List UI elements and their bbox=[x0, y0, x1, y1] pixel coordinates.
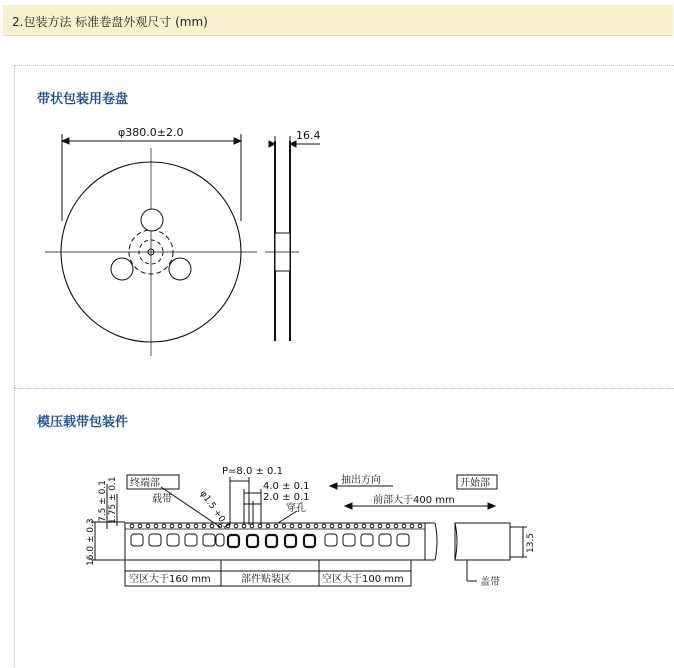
dim-13-5-label: 13.5 bbox=[526, 532, 536, 553]
reel-hole-right bbox=[169, 258, 191, 280]
arrow-right bbox=[234, 138, 241, 144]
pockets-components bbox=[228, 535, 315, 547]
dim-16-label: 16.0 ± 0.3 bbox=[86, 518, 96, 566]
width-label: 16.4 bbox=[296, 129, 321, 142]
diameter-label: φ380.0±2.0 bbox=[118, 126, 184, 139]
dim-1-75-label: 1.75 ± 0.1 bbox=[108, 476, 118, 524]
hole-dia-label: φ1.5 +0.1 bbox=[197, 488, 232, 532]
cover-tape-label: 盖带 bbox=[480, 577, 500, 588]
pockets-empty-left bbox=[131, 534, 224, 546]
end-part-label: 终端部 bbox=[130, 478, 160, 489]
empty-100-label: 空区大于100 mm bbox=[322, 574, 404, 585]
feed-direction-label: 抽出方向 bbox=[341, 475, 381, 486]
empty-160-label: 空区大于160 mm bbox=[129, 574, 211, 585]
reel-hole-top bbox=[141, 209, 163, 231]
pockets-empty-right bbox=[325, 534, 409, 546]
sprocket-holes bbox=[130, 524, 422, 528]
component-zone-label: 部件贴装区 bbox=[241, 574, 291, 585]
tape-title: 模压载带包装件 bbox=[37, 415, 129, 430]
leader-tape bbox=[455, 523, 510, 560]
reel-panel bbox=[14, 65, 674, 388]
arrow-left bbox=[62, 138, 69, 144]
reel-title: 带状包装用卷盘 bbox=[37, 92, 129, 107]
reel-drawing bbox=[15, 66, 674, 389]
dim-2-label: 2.0 ± 0.1 bbox=[263, 492, 310, 503]
dim-7-5-label: 7.5 ± 0.1 bbox=[98, 480, 108, 522]
start-part-label: 开始部 bbox=[460, 478, 490, 489]
section-title: 2.包装方法 标准卷盘外观尺寸 (mm) bbox=[12, 15, 208, 29]
leader-400-label: 前部大于400 mm bbox=[373, 495, 455, 506]
tape-panel bbox=[14, 388, 674, 667]
section-header bbox=[3, 5, 673, 36]
tape-body bbox=[125, 523, 425, 560]
dim-4-label: 4.0 ± 0.1 bbox=[263, 481, 310, 492]
pitch-label: P=8.0 ± 0.1 bbox=[222, 466, 283, 477]
reel-hole-left bbox=[111, 258, 133, 280]
sprocket-hole-label: 穿孔 bbox=[286, 503, 306, 514]
tape-drawing bbox=[15, 389, 674, 668]
carrier-tape-label: 载带 bbox=[152, 494, 172, 505]
